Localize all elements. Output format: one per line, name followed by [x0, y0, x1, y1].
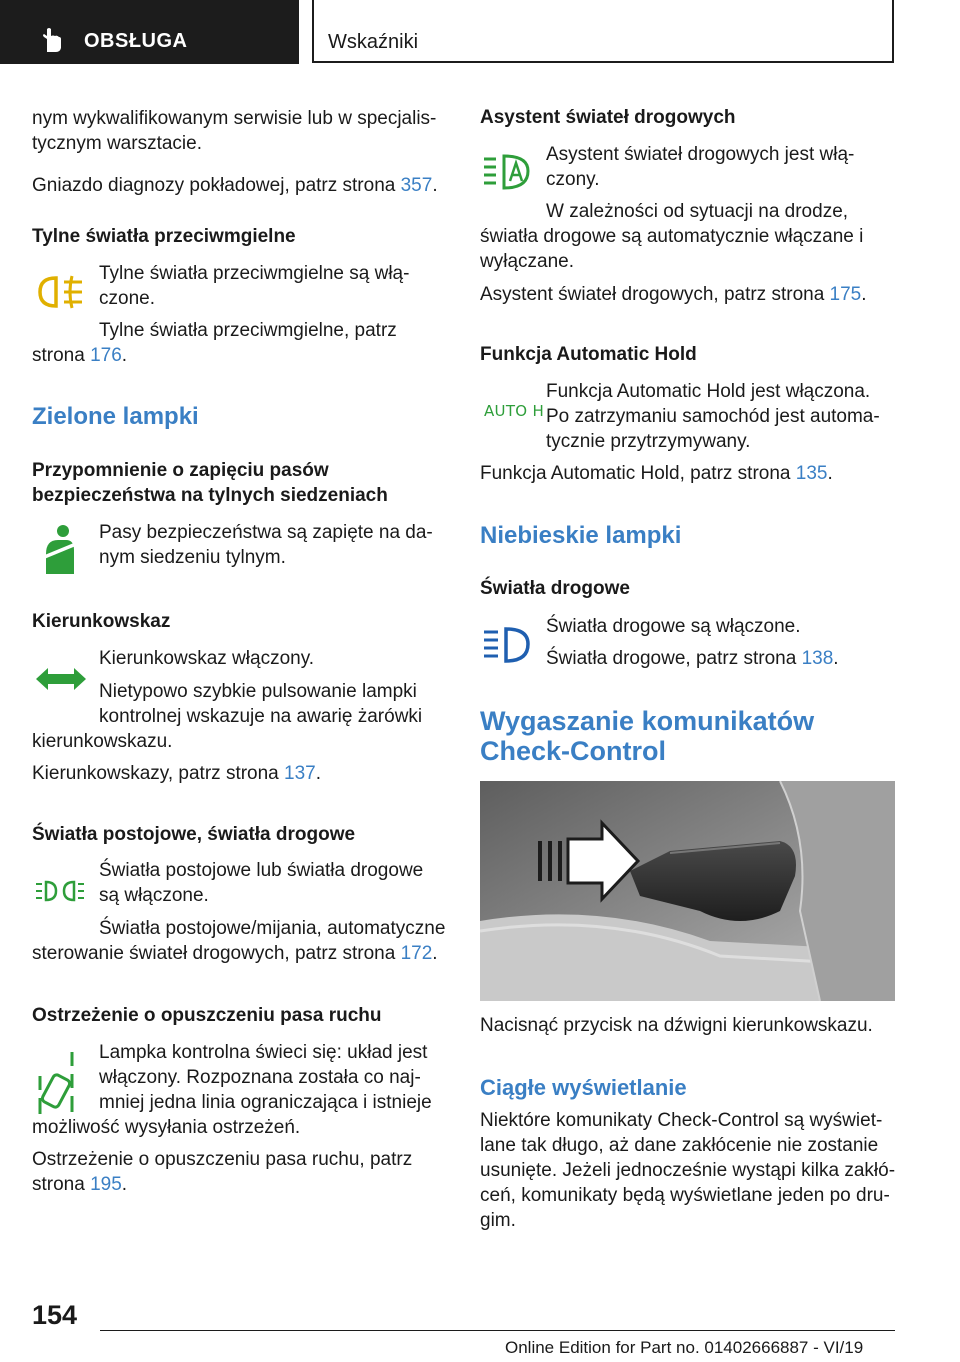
rear-fog-light-icon — [36, 272, 88, 312]
high-beam-reference: Światła drogowe, patrz strona 138. — [546, 648, 839, 669]
page-link[interactable]: 175 — [829, 284, 862, 305]
lane-line-4: możliwość wysyłania ostrzeżeń. — [32, 1117, 301, 1138]
page-link[interactable]: 195 — [90, 1174, 122, 1195]
hba-line-2: czony. — [546, 169, 600, 190]
hba-title: Asystent świateł drogowych — [480, 107, 736, 128]
hba-reference: Asystent świateł drogowych, patrz strona 175. — [480, 284, 867, 305]
blue-lamps-heading: Niebieskie lampki — [480, 522, 682, 549]
belt-line-1: Pasy bezpieczeństwa są zapięte na da‐ — [99, 522, 433, 543]
lane-line-3: mniej jedna linia ograniczająca i istnieje — [99, 1092, 432, 1113]
turn-line-4: kierunkowskazu. — [32, 731, 173, 752]
page-link[interactable]: 176 — [90, 345, 122, 366]
park-title: Światła postojowe, światła drogowe — [32, 824, 356, 845]
chapter-label: Wskaźniki — [328, 31, 419, 53]
park-line-1: Światła postojowe lub światła drogowe — [99, 860, 424, 881]
green-lamps-heading: Zielone lampki — [32, 403, 199, 430]
turn-signal-icon — [34, 665, 88, 693]
park-reference: sterowanie świateł drogowych, patrz strona 172. — [32, 943, 438, 964]
belt-title-2: bezpieczeństwa na tylnych siedzeniach — [32, 485, 388, 506]
intro-line-1: nym wykwalifikowanym serwisie lub w specjalis‐ — [32, 108, 437, 129]
section-tab — [0, 0, 299, 64]
chapter-tab — [312, 0, 894, 63]
page-link[interactable]: 137 — [284, 763, 316, 784]
seatbelt-icon — [36, 524, 78, 576]
park-line-3: Światła postojowe/mijania, automatyczne — [99, 918, 446, 939]
page-link[interactable]: 357 — [400, 175, 433, 196]
checkcontrol-heading-1: Wygaszanie komunikatów — [480, 706, 815, 736]
rear-fog-ref-1: Tylne światła przeciwmgielne, patrz — [99, 320, 397, 341]
lane-ref-2: strona 195. — [32, 1174, 128, 1195]
diag-reference: Gniazdo diagnozy pokładowej, patrz strona 357. — [32, 175, 438, 196]
continuous-line-1: Niektóre komunikaty Check-Control są wyświet‐ — [480, 1110, 883, 1131]
parking-lights-icon — [34, 879, 86, 903]
turn-title: Kierunkowskaz — [32, 611, 171, 632]
autohold-line-1: Funkcja Automatic Hold jest włączona. — [546, 381, 871, 402]
rear-fog-line-2: czone. — [99, 288, 155, 309]
autohold-line-3: tycznie przytrzymywany. — [546, 431, 751, 452]
turn-signal-lever-photo — [480, 781, 895, 1001]
lane-title: Ostrzeżenie o opuszczeniu pasa ruchu — [32, 1005, 382, 1026]
continuous-display-heading: Ciągłe wyświetlanie — [480, 1075, 687, 1100]
lane-ref-1: Ostrzeżenie o opuszczeniu pasa ruchu, patrz — [32, 1149, 413, 1170]
auto-hold-icon: AUTO H — [484, 402, 545, 420]
turn-line-3: kontrolnej wskazuje na awarię żarówki — [99, 706, 423, 727]
high-beam-assistant-icon — [482, 153, 532, 191]
high-beam-title: Światła drogowe — [480, 578, 630, 599]
section-label: OBSŁUGA — [84, 30, 188, 52]
lane-departure-icon — [34, 1046, 78, 1120]
checkcontrol-caption: Nacisnąć przycisk na dźwigni kierunkowskazu. — [480, 1015, 873, 1036]
intro-line-2: tycznym warsztacie. — [32, 133, 202, 154]
lane-line-1: Lampka kontrolna świeci się: układ jest — [99, 1042, 428, 1063]
turn-reference: Kierunkowskazy, patrz strona 137. — [32, 763, 322, 784]
checkcontrol-heading-2: Check-Control — [480, 736, 667, 766]
edition-footer: Online Edition for Part no. 01402666887 - VI/19 — [505, 1338, 864, 1357]
autohold-title: Funkcja Automatic Hold — [480, 344, 697, 365]
hba-line-1: Asystent świateł drogowych jest włą‐ — [546, 144, 855, 165]
autohold-reference: Funkcja Automatic Hold, patrz strona 135. — [480, 463, 833, 484]
turn-line-2: Nietypowo szybkie pulsowanie lampki — [99, 681, 417, 702]
lane-line-2: włączony. Rozpoznana została co naj‐ — [99, 1067, 421, 1088]
hba-line-4: światła drogowe są automatycznie włączane i — [480, 226, 864, 247]
page-link[interactable]: 138 — [801, 648, 834, 669]
autohold-line-2: Po zatrzymaniu samochód jest automa‐ — [546, 406, 880, 427]
high-beam-line-1: Światła drogowe są włączone. — [546, 616, 801, 637]
page-link[interactable]: 172 — [400, 943, 433, 964]
high-beam-icon — [482, 625, 532, 665]
continuous-line-4: ceń, komunikaty będą wyświetlane jeden po dru‐ — [480, 1185, 890, 1206]
footer-divider — [100, 1330, 895, 1331]
continuous-line-5: gim. — [480, 1210, 516, 1231]
rear-fog-ref-2: strona 176. — [32, 345, 128, 366]
page-number: 154 — [32, 1300, 78, 1330]
hand-pointer-icon — [38, 26, 66, 54]
page-link[interactable]: 135 — [795, 463, 828, 484]
hba-line-5: wyłączane. — [480, 251, 574, 272]
park-line-2: są włączone. — [99, 885, 209, 906]
belt-title-1: Przypomnienie o zapięciu pasów — [32, 460, 329, 481]
rear-fog-line-1: Tylne światła przeciwmgielne są włą‐ — [99, 263, 410, 284]
turn-line-1: Kierunkowskaz włączony. — [99, 648, 315, 669]
rear-fog-title: Tylne światła przeciwmgielne — [32, 226, 296, 247]
belt-line-2: nym siedzeniu tylnym. — [99, 547, 286, 568]
hba-line-3: W zależności od sytuacji na drodze, — [546, 201, 849, 222]
continuous-line-2: lane tak długo, aż dane zakłócenie nie zostanie — [480, 1135, 879, 1156]
continuous-line-3: usunięte. Jeżeli jednocześnie wystąpi kilka zakłó‐ — [480, 1160, 896, 1181]
